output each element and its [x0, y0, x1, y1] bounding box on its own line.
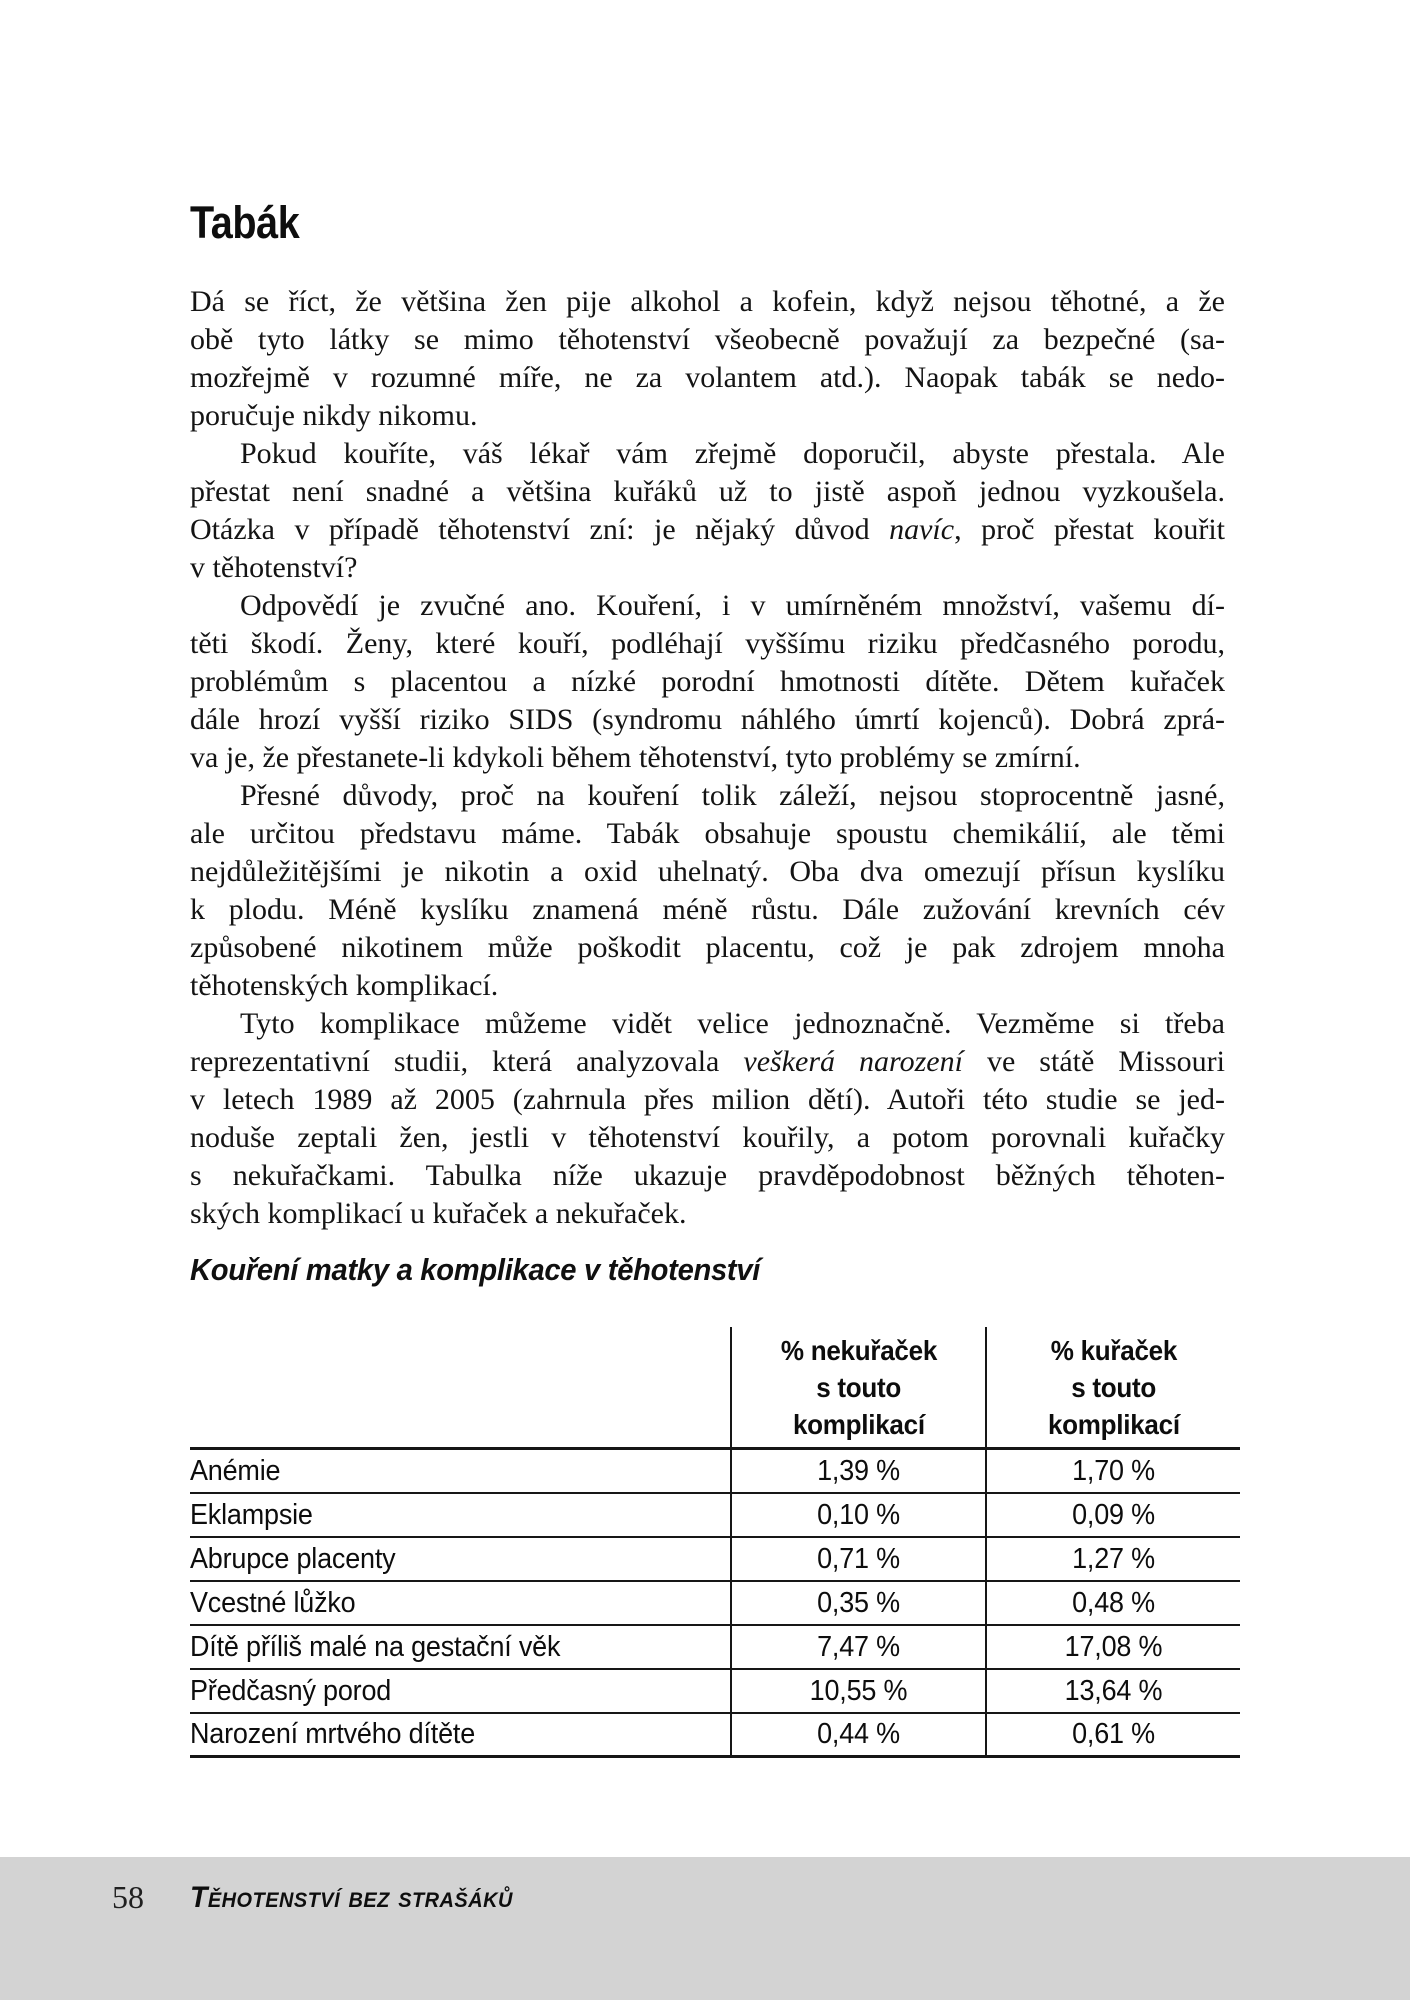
text-line: [190, 663, 1225, 701]
text-line: [190, 1157, 1225, 1195]
text-segment: Pokud kouříte, váš lékař vám zřejmě doporučil, abyste přestala. Ale: [240, 437, 1225, 470]
text-line: [190, 473, 1225, 511]
header-empty-cell: [190, 1327, 730, 1450]
row-nonsmokers-value: [730, 1670, 985, 1714]
text-segment: v těhotenství?: [190, 551, 358, 584]
text-segment: dále hrozí vyšší riziko SIDS (syndromu náhlého úmrtí kojenců). Dobrá zprá-: [190, 703, 1225, 736]
text-line: [190, 853, 1225, 891]
text-segment: noduše zeptali žen, jestli v těhotenství kouřily, a potom porovnali kuřačky: [190, 1121, 1225, 1154]
row-smokers-value-text: 1,70 %: [1072, 1454, 1155, 1487]
text-segment: ale určitou představu máme. Tabák obsahuje spoustu chemikálií, ale těmi: [190, 817, 1225, 850]
row-smokers-value-text: 0,48 %: [1072, 1586, 1155, 1619]
text-segment: těti škodí. Ženy, které kouří, podléhají vyššímu riziku předčasného porodu,: [190, 627, 1225, 660]
row-nonsmokers-value-text: 0,10 %: [817, 1498, 900, 1531]
row-smokers-value: [985, 1714, 1240, 1758]
row-label-text: Dítě příliš malé na gestační věk: [190, 1630, 561, 1663]
text-segment: Přesné důvody, proč na kouření tolik záleží, nejsou stoprocentně jasné,: [240, 779, 1225, 812]
header-smokers: [985, 1327, 1240, 1450]
text-segment: reprezentativní studii, která analyzovala: [190, 1045, 744, 1078]
row-nonsmokers-value-text: 0,44 %: [817, 1718, 900, 1750]
text-segment: ve státě Missouri: [962, 1045, 1225, 1078]
row-label: [190, 1714, 730, 1758]
row-smokers-value: [985, 1538, 1240, 1582]
row-label-text: Narození mrtvého dítěte: [190, 1718, 476, 1750]
text-segment: Otázka v případě těhotenství zní: je nějaký důvod: [190, 513, 890, 546]
row-smokers-value: [985, 1450, 1240, 1494]
book-title: Těhotenství bez strašáků: [190, 1881, 513, 1914]
row-nonsmokers-value-text: 10,55 %: [809, 1674, 908, 1707]
text-segment: , proč přestat kouřit: [954, 513, 1225, 546]
row-nonsmokers-value: [730, 1626, 985, 1670]
row-label-text: Vcestné lůžko: [190, 1586, 356, 1619]
text-line: [190, 929, 1225, 967]
table-title: Kouření matky a komplikace v těhotenství: [190, 1252, 761, 1287]
page-number: 58: [112, 1879, 144, 1915]
row-label: [190, 1626, 730, 1670]
text-segment: přestat není snadné a většina kuřáků už to jistě aspoň jednou vyzkoušela.: [190, 475, 1225, 508]
header-line: komplikací: [1047, 1409, 1180, 1440]
header-line: s touto: [1071, 1372, 1156, 1403]
text-segment: nejdůležitějšími je nikotin a oxid uhelnatý. Oba dva omezují přísun kyslíku: [190, 855, 1225, 888]
body-text: [190, 283, 1225, 1233]
text-segment: va je, že přestanete-li kdykoli během těhotenství, tyto problémy se zmírní.: [190, 741, 1081, 774]
row-label: [190, 1450, 730, 1494]
header-nonsmokers: [730, 1327, 985, 1450]
text-line: [190, 397, 1225, 435]
row-nonsmokers-value: [730, 1582, 985, 1626]
row-nonsmokers-value: [730, 1450, 985, 1494]
page-footer: [0, 1857, 1410, 2000]
row-smokers-value-text: 0,09 %: [1072, 1498, 1155, 1531]
text-line: [190, 891, 1225, 929]
row-nonsmokers-value: [730, 1538, 985, 1582]
text-line: [190, 701, 1225, 739]
chapter-heading: Tabák: [190, 197, 300, 248]
row-smokers-value-text: 13,64 %: [1064, 1674, 1163, 1707]
text-segment: ských komplikací u kuřaček a nekuřaček.: [190, 1197, 687, 1230]
text-segment: k plodu. Méně kyslíku znamená méně růstu. Dále zužování krevních cév: [190, 893, 1225, 926]
header-line: % nekuřaček: [780, 1335, 937, 1366]
row-smokers-value: [985, 1494, 1240, 1538]
paragraph: [190, 435, 1225, 587]
text-line: [190, 549, 1225, 587]
paragraph: [190, 587, 1225, 777]
text-line: [190, 739, 1225, 777]
row-nonsmokers-value-text: 0,35 %: [817, 1586, 900, 1619]
header-line: s touto: [816, 1372, 901, 1403]
row-nonsmokers-value-text: 7,47 %: [817, 1630, 900, 1663]
paragraph: [190, 777, 1225, 1005]
italic-text-segment: veškerá narození: [743, 1045, 963, 1078]
row-label-text: Předčasný porod: [190, 1674, 392, 1707]
row-nonsmokers-value: [730, 1714, 985, 1758]
text-segment: poručuje nikdy nikomu.: [190, 399, 478, 432]
text-segment: obě tyto látky se mimo těhotenství všeobecně považují za bezpečné (sa-: [190, 323, 1225, 356]
text-segment: Odpovědí je zvučné ano. Kouření, i v umírněném množství, vašemu dí-: [240, 589, 1225, 622]
header-line: komplikací: [792, 1409, 925, 1440]
paragraph: [190, 1005, 1225, 1233]
header-line: % kuřaček: [1050, 1335, 1177, 1366]
row-smokers-value: [985, 1626, 1240, 1670]
text-line: [190, 283, 1225, 321]
row-nonsmokers-value-text: 0,71 %: [817, 1542, 900, 1575]
text-line: [190, 815, 1225, 853]
text-segment: problémům s placentou a nízké porodní hmotnosti dítěte. Dětem kuřaček: [190, 665, 1225, 698]
row-label: [190, 1582, 730, 1626]
row-label-text: Eklampsie: [190, 1498, 313, 1531]
row-label: [190, 1494, 730, 1538]
row-smokers-value-text: 17,08 %: [1064, 1630, 1163, 1663]
text-segment: těhotenských komplikací.: [190, 969, 499, 1002]
row-label-text: Abrupce placenty: [190, 1542, 396, 1575]
text-line: [190, 511, 1225, 549]
row-label: [190, 1538, 730, 1582]
text-line: [190, 1195, 1225, 1233]
text-segment: s nekuřačkami. Tabulka níže ukazuje pravděpodobnost běžných těhoten-: [190, 1159, 1225, 1192]
text-line: [190, 1005, 1225, 1043]
text-line: [190, 321, 1225, 359]
row-smokers-value: [985, 1670, 1240, 1714]
row-nonsmokers-value-text: 1,39 %: [817, 1454, 900, 1487]
text-line: [190, 1119, 1225, 1157]
text-segment: v letech 1989 až 2005 (zahrnula přes milion dětí). Autoři této studie se jed-: [190, 1083, 1225, 1116]
paragraph: [190, 283, 1225, 435]
text-line: [190, 967, 1225, 1005]
row-smokers-value-text: 0,61 %: [1072, 1718, 1155, 1750]
text-segment: způsobené nikotinem může poškodit placentu, což je pak zdrojem mnoha: [190, 931, 1225, 964]
text-line: [190, 777, 1225, 815]
row-label: [190, 1670, 730, 1714]
text-segment: Tyto komplikace můžeme vidět velice jednoznačně. Vezměme si třeba: [240, 1007, 1225, 1040]
text-line: [190, 435, 1225, 473]
text-segment: Dá se říct, že většina žen pije alkohol a kofein, když nejsou těhotné, a že: [190, 285, 1225, 318]
text-line: [190, 625, 1225, 663]
row-smokers-value: [985, 1582, 1240, 1626]
text-line: [190, 1043, 1225, 1081]
text-line: [190, 587, 1225, 625]
row-label-text: Anémie: [190, 1454, 281, 1487]
complications-table: [190, 1327, 1240, 1758]
italic-text-segment: navíc: [889, 513, 955, 546]
text-segment: mozřejmě v rozumné míře, ne za volantem atd.). Naopak tabák se nedo-: [190, 361, 1225, 394]
text-line: [190, 1081, 1225, 1119]
row-smokers-value-text: 1,27 %: [1072, 1542, 1155, 1575]
row-nonsmokers-value: [730, 1494, 985, 1538]
text-line: [190, 359, 1225, 397]
